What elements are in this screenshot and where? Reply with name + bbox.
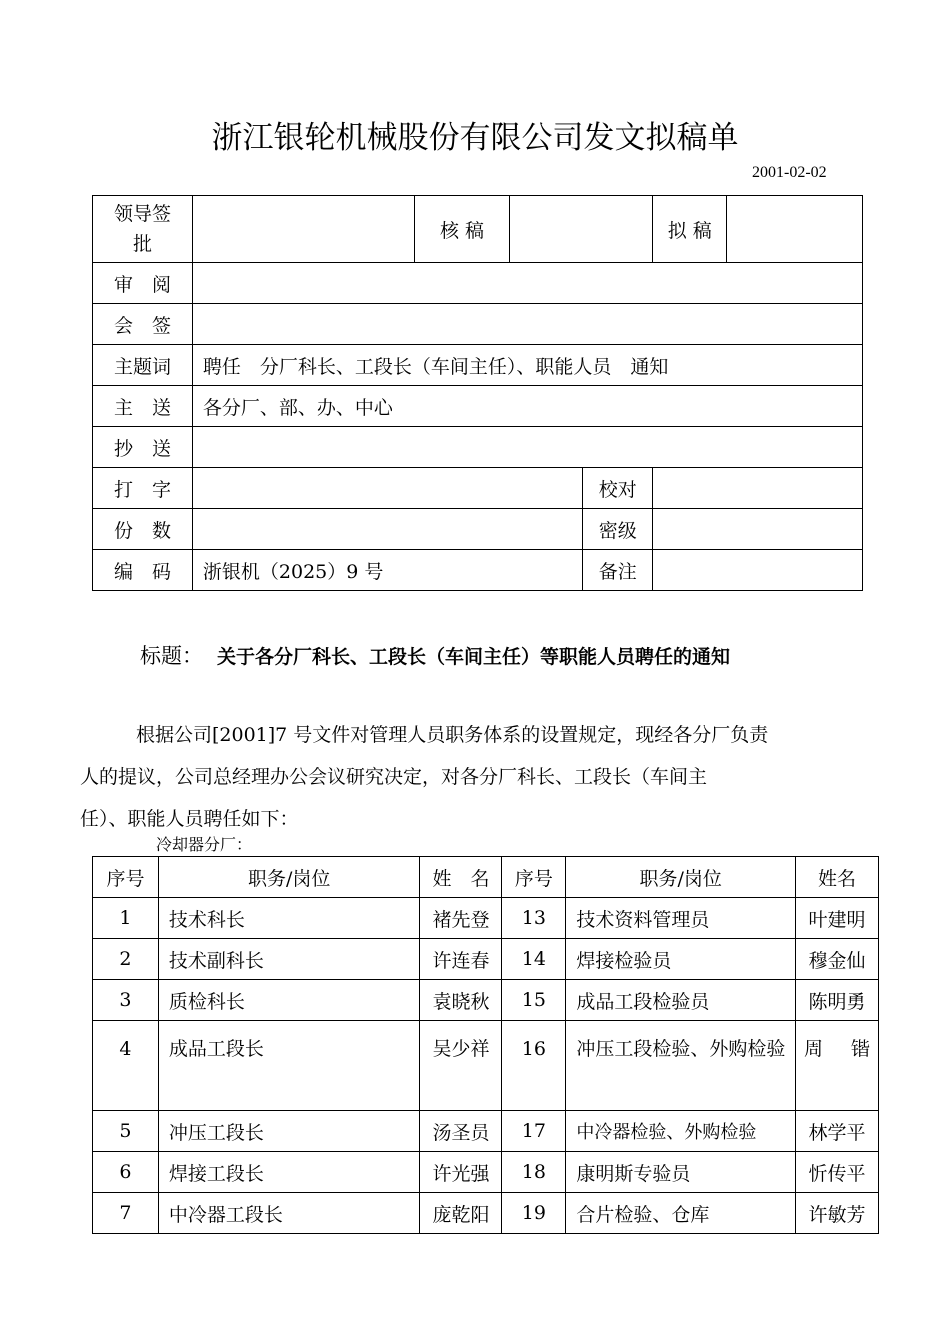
row-name: 许敏芳 [796,1193,879,1234]
keywords-label: 主题词 [93,345,193,386]
remarks-field[interactable] [653,550,863,591]
row-name: 周 锴 [796,1021,879,1111]
copies-label: 份 数 [93,509,193,550]
draft-label: 拟 稿 [653,196,727,263]
row-position: 技术资料管理员 [566,898,796,939]
row-no: 2 [93,939,159,980]
read-label: 审 阅 [93,263,193,304]
staff-table [92,856,879,1234]
read-field[interactable] [192,263,862,304]
typing-field[interactable] [192,468,582,509]
table-row [93,1193,879,1234]
row-no: 4 [93,1021,159,1111]
row-position: 焊接工段长 [158,1152,420,1193]
row-name: 林学平 [796,1111,879,1152]
section-label: 冷却器分厂： [156,835,253,854]
row-position: 技术副科长 [158,939,420,980]
secrecy-label: 密级 [583,509,653,550]
row-no: 15 [502,980,566,1021]
row-position: 冲压工段检验、外购检验 [566,1021,796,1111]
row-position: 康明斯专验员 [566,1152,796,1193]
countersign-field[interactable] [192,304,862,345]
row-name: 庞乾阳 [420,1193,502,1234]
row-position: 中冷器工段长 [158,1193,420,1234]
draft-form-table [92,195,863,591]
table-row [93,1111,879,1152]
subject-text: 关于各分厂科长、工段长（车间主任）等职能人员聘任的通知 [217,646,731,668]
proofread-field[interactable] [653,468,863,509]
row-no: 5 [93,1111,159,1152]
copies-field[interactable] [192,509,582,550]
countersign-label: 会 签 [93,304,193,345]
leader-sign-label: 领导签批 [93,196,193,263]
code-label: 编 码 [93,550,193,591]
row-position: 质检科长 [158,980,420,1021]
review-draft-field[interactable] [510,196,653,263]
leader-sign-field[interactable] [192,196,414,263]
row-no: 18 [502,1152,566,1193]
table-header-row [93,857,879,898]
table-row [93,1021,879,1111]
row-name: 叶建明 [796,898,879,939]
row-no: 19 [502,1193,566,1234]
row-position: 焊接检验员 [566,939,796,980]
header-no-1: 序号 [93,857,159,898]
keywords-value[interactable]: 聘任 分厂科长、工段长（车间主任）、职能人员 通知 [192,345,862,386]
row-no: 7 [93,1193,159,1234]
header-name-1: 姓 名 [420,857,502,898]
header-no-2: 序号 [502,857,566,898]
code-value[interactable]: 浙银机（2025）9 号 [192,550,582,591]
table-row [93,980,879,1021]
header-position-1: 职务/岗位 [158,857,420,898]
row-name: 吴少祥 [420,1021,502,1111]
row-name: 汤圣员 [420,1111,502,1152]
subject-lead: 标题： [140,644,203,668]
row-no: 3 [93,980,159,1021]
row-name: 穆金仙 [796,939,879,980]
body-paragraph [80,714,850,840]
row-position: 冲压工段长 [158,1111,420,1152]
draft-field[interactable] [727,196,863,263]
row-no: 6 [93,1152,159,1193]
row-name: 陈明勇 [796,980,879,1021]
row-position: 合片检验、仓库 [566,1193,796,1234]
row-position: 成品工段检验员 [566,980,796,1021]
body-line-2: 人的提议，公司总经理办公会议研究决定，对各分厂科长、工段长（车间主 [80,766,708,788]
row-no: 1 [93,898,159,939]
review-draft-label: 核 稿 [414,196,510,263]
secrecy-field[interactable] [653,509,863,550]
row-name: 褚先登 [420,898,502,939]
send-to-value[interactable]: 各分厂、部、办、中心 [192,386,862,427]
cc-field[interactable] [192,427,862,468]
table-row [93,939,879,980]
subject-line [140,640,730,670]
row-no: 17 [502,1111,566,1152]
row-position: 技术科长 [158,898,420,939]
row-name: 许连春 [420,939,502,980]
proofread-label: 校对 [583,468,653,509]
row-position: 成品工段长 [158,1021,420,1111]
row-no: 13 [502,898,566,939]
table-row [93,1152,879,1193]
row-name: 袁晓秋 [420,980,502,1021]
header-name-2: 姓名 [796,857,879,898]
row-name: 忻传平 [796,1152,879,1193]
row-name: 许光强 [420,1152,502,1193]
row-no: 16 [502,1021,566,1111]
remarks-label: 备注 [583,550,653,591]
cc-label: 抄 送 [93,427,193,468]
row-position: 中冷器检验、外购检验 [566,1111,796,1152]
document-date: 2001-02-02 [752,164,827,181]
send-to-label: 主 送 [93,386,193,427]
header-position-2: 职务/岗位 [566,857,796,898]
body-line-1: 根据公司[2001]7 号文件对管理人员职务体系的设置规定，现经各分厂负责 [136,724,769,746]
body-line-3: 任）、职能人员聘任如下： [80,808,299,830]
document-title: 浙江银轮机械股份有限公司发文拟稿单 [211,120,739,156]
table-row [93,898,879,939]
typing-label: 打 字 [93,468,193,509]
row-no: 14 [502,939,566,980]
